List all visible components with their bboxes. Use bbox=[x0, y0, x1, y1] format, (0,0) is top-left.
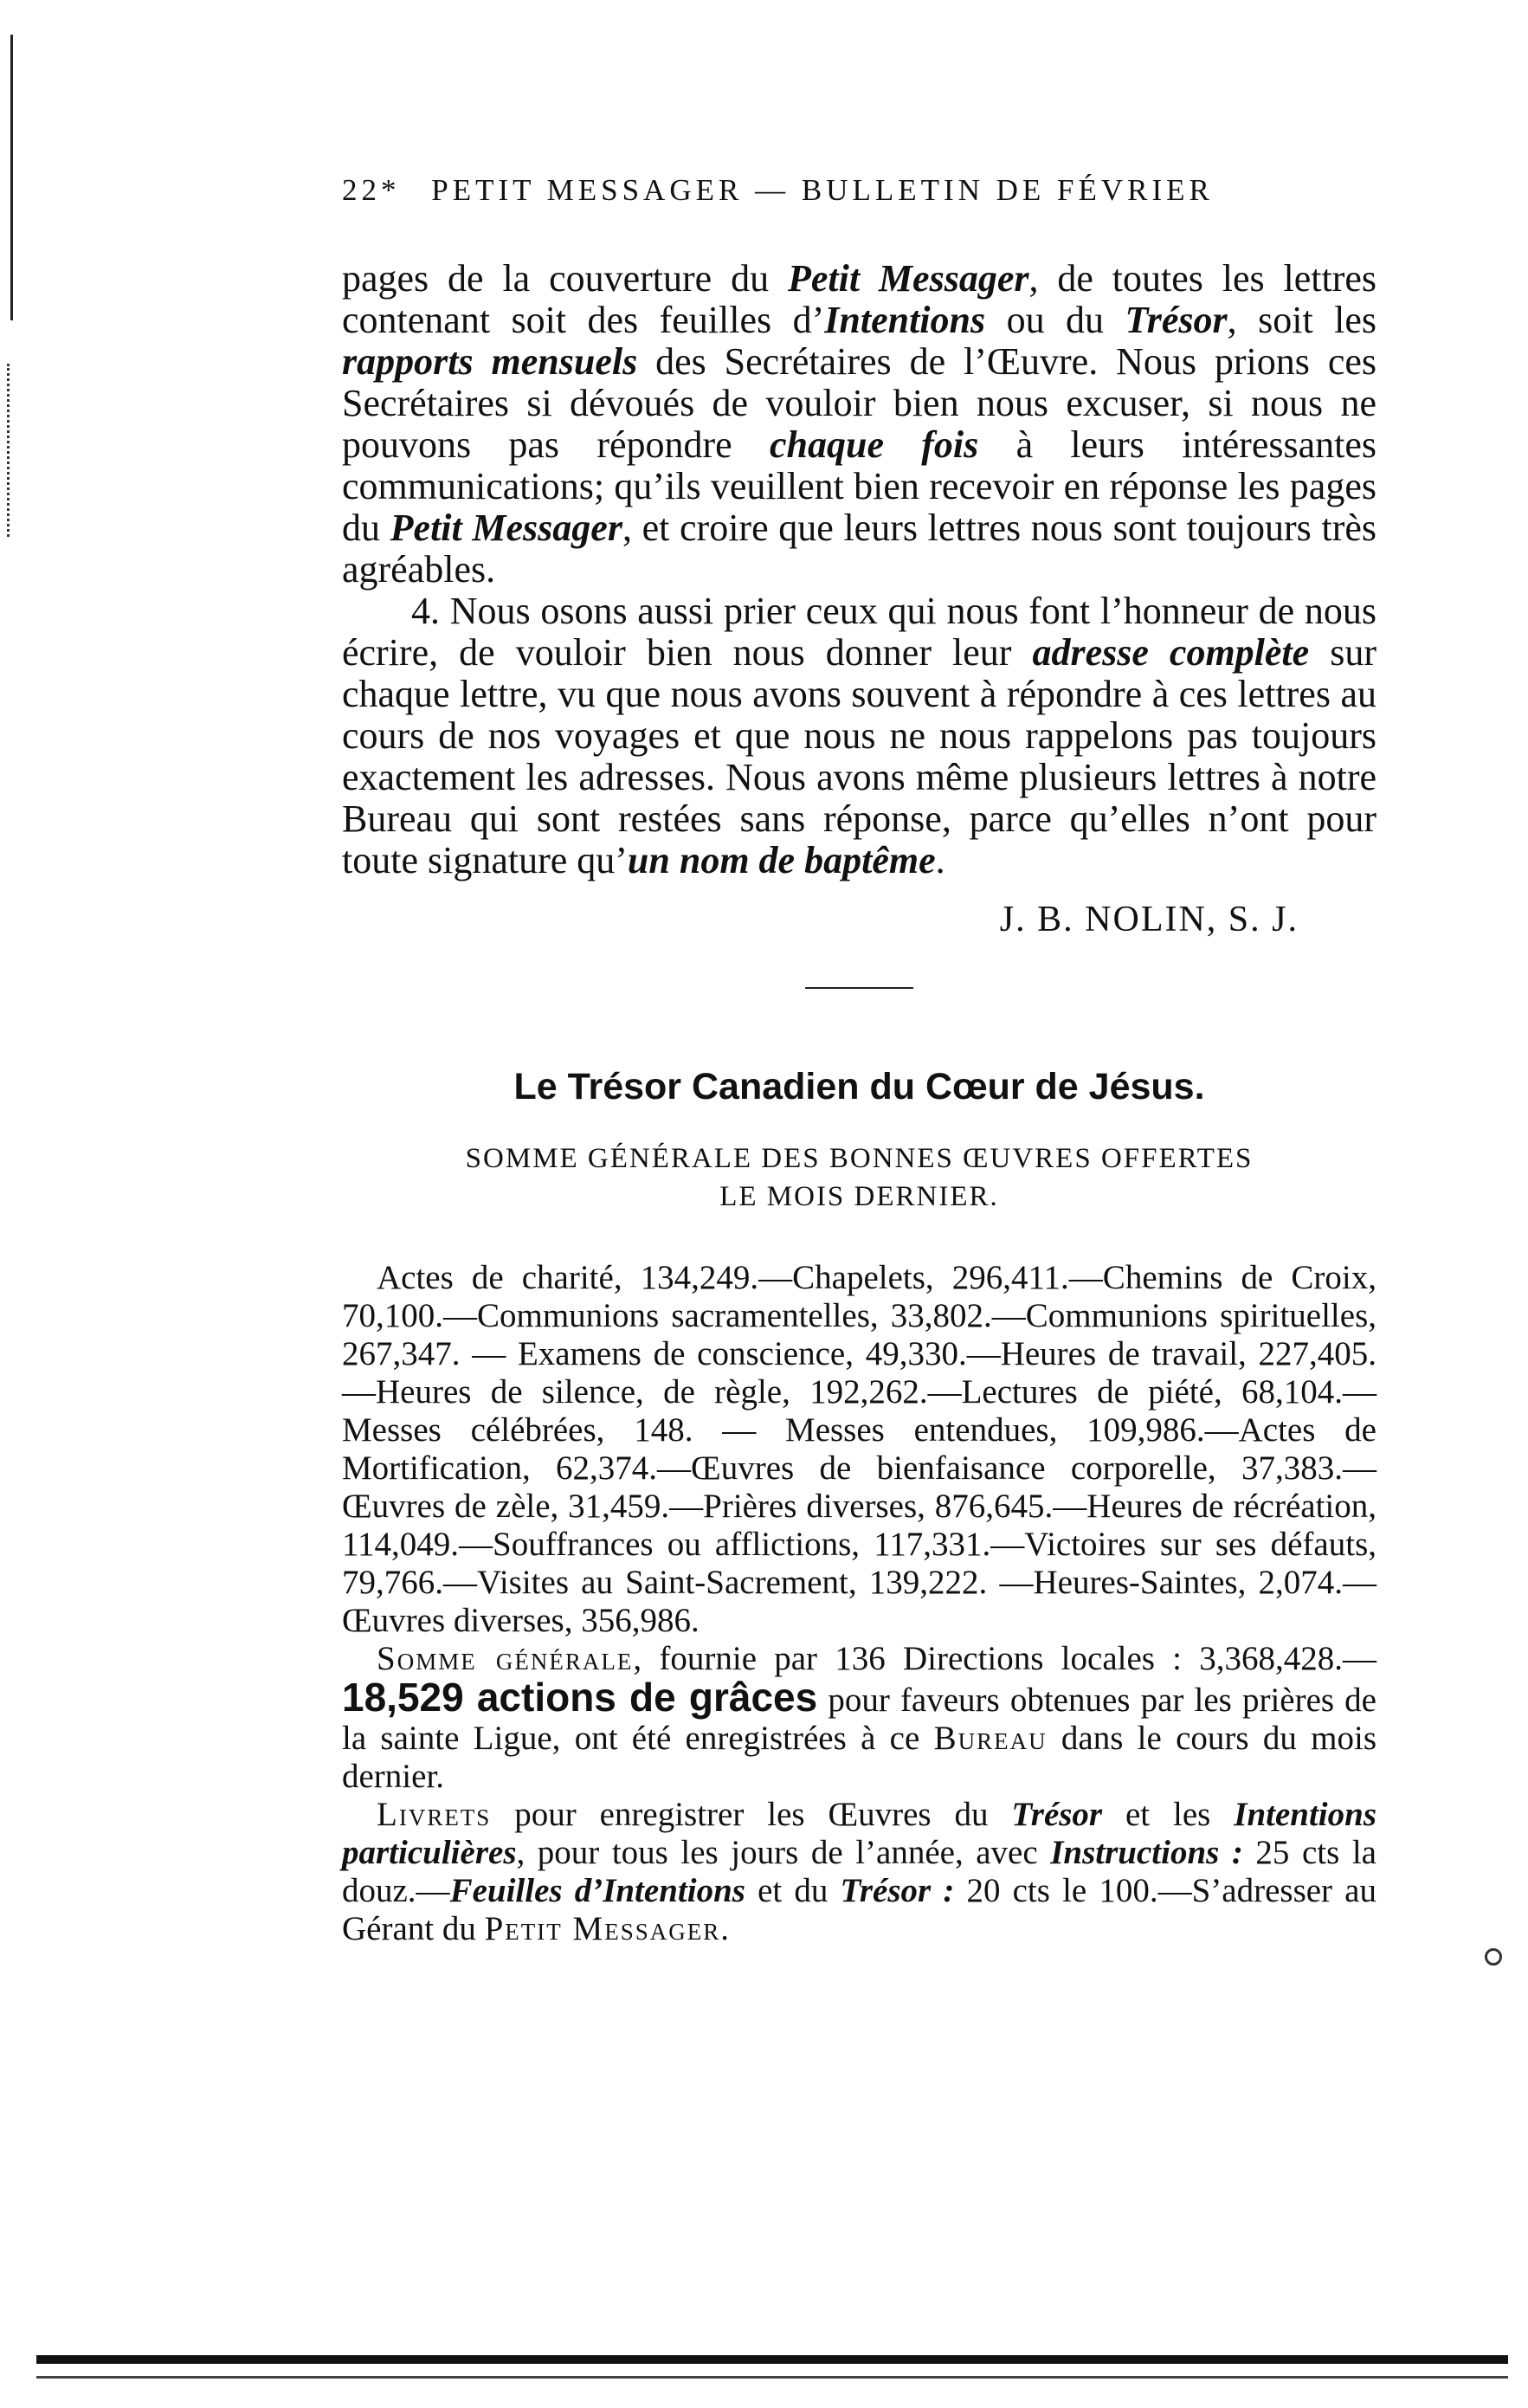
bottom-rule-thick bbox=[36, 2355, 1508, 2364]
section-subtitle-line-1: SOMME GÉNÉRALE DES BONNES ŒUVRES OFFERTES bbox=[465, 1143, 1254, 1174]
letter-paragraph-1: pages de la couverture du Petit Messager, de toutes les lettres contenant soit des feuilles d’Intentions ou du Trésor, soit les rapports mensuels des Secrétaires de l’Œuvre. Nous prions ces Secrétaires si dévoués de vouloir bien nous excuser, si nous ne pouvons pas répondre chaque fois à leurs intéressantes communications; qu’ils veuillent bien recevoir en réponse les pages du Petit Messager, et croire que leurs lettres nous sont toujours très agréables. bbox=[342, 257, 1377, 591]
section-title: Le Trésor Canadien du Cœur de Jésus. bbox=[513, 1066, 1205, 1107]
bottom-rule-thin bbox=[36, 2376, 1508, 2379]
section-subtitle-line-2: LE MOIS DERNIER. bbox=[719, 1181, 999, 1212]
left-margin-marks bbox=[7, 364, 13, 537]
left-margin-rule bbox=[10, 35, 13, 320]
somme-paragraph: Somme générale, fournie par 136 Directions locales : 3,368,428.—18,529 actions de grâces pour faveurs obtenues par les prières de la sainte Ligue, ont été enregistrées à ce Bureau dans le cours du mois dernier. bbox=[342, 1640, 1376, 1795]
page-number: 22* bbox=[342, 173, 401, 207]
tally-paragraph: Actes de charité, 134,249.—Chapelets, 296,411.—Chemins de Croix, 70,100.—Communions sacramentelles, 33,802.—Communions spirituelles, 267,347. — Examens de conscience, 49,330.—Heures de travail, 227,405.—Heures de silence, de règle, 192,262.—Lectures de piété, 68,104.—Messes célébrées, 148. — Messes entendues, 109,986.—Actes de Mortification, 62,374.—Œuvres de bienfaisance corporelle, 37,383.—Œuvres de zèle, 31,459.—Prières diverses, 876,645.—Heures de récréation, 114,049.—Souffrances ou afflictions, 117,331.—Victoires sur ses défauts, 79,766.—Visites au Saint-Sacrement, 139,222. —Heures-Saintes, 2,074.—Œuvres diverses, 356,986. bbox=[342, 1259, 1376, 1639]
running-title: PETIT MESSAGER — BULLETIN DE FÉVRIER bbox=[431, 173, 1214, 207]
section-subtitle bbox=[342, 1139, 1376, 1216]
signature: J. B. NOLIN, S. J. bbox=[999, 900, 1299, 939]
section-divider bbox=[805, 987, 913, 989]
running-head bbox=[342, 173, 1376, 208]
letter-paragraph-2: 4. Nous osons aussi prier ceux qui nous font l’honneur de nous écrire, de vouloir bien nous donner leur adresse complète sur chaque lettre, vu que nous avons souvent à répondre à ces lettres au cours de nos voyages et que nous ne nous rappelons pas toujours exactement les adresses. Nous avons même plusieurs lettres à notre Bureau qui sont restées sans réponse, parce qu’elles n’ont pour toute signature qu’un nom de baptême. bbox=[342, 590, 1376, 881]
binding-hole-mark bbox=[1485, 1948, 1502, 1966]
document-page bbox=[342, 173, 1376, 1948]
livrets-paragraph: Livrets pour enregistrer les Œuvres du Trésor et les Intentions particulières, pour tous les jours de l’année, avec Instructions : 25 cts la douz.—Feuilles d’Intentions et du Trésor : 20 cts le 100.—S’adresser au Gérant du Petit Messager. bbox=[342, 1796, 1377, 1947]
